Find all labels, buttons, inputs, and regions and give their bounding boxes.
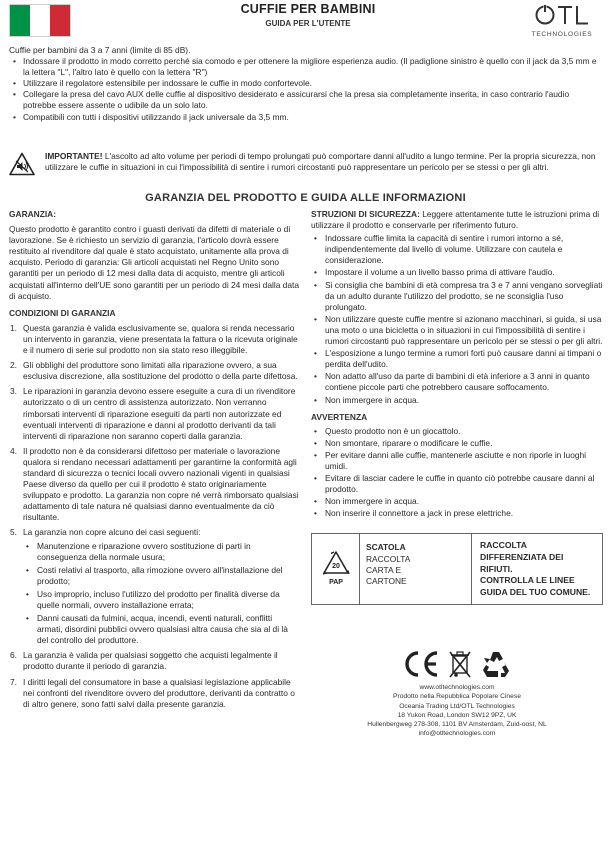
condition-number: 2. [10, 360, 17, 371]
safety-list [311, 233, 603, 405]
safety-item: • Non immergere in acqua. [311, 395, 603, 406]
collect-line: CONTROLLA LE LINEE [480, 575, 575, 586]
page-title: CUFFIE PER BAMBINI [240, 2, 376, 16]
compliance-marks [311, 649, 603, 679]
header [150, 3, 466, 29]
safety-item: • Indossare cuffie limita la capacità di sentire i rumori intorno a sé, indipendentemente dal livello di volume. Utilizzare con cautela e considerazione. [311, 233, 603, 266]
condition-text: Il prodotto non è da considerarsi difettoso per materiale o lavorazione qualora si rendano necessari adattamenti per garantirne la conformità agli standard di sicurezza o tecnici locali ovvero nazionali vigenti in qualsiasi Paese diverso da quello per cui il prodotto è stato originariamente sviluppato e prodotto. La garanzia non copre né verrà rimborsato qualsiasi adattamento di tale natura né qualsiasi danno eventualmente da ciò risultante. [23, 445, 299, 523]
collect-line: RACCOLTA [480, 540, 527, 551]
box-recycling-info [360, 534, 472, 604]
condition-item [9, 446, 299, 524]
caution-item: • Non smontare, riparare o modificare le cuffie. [311, 438, 603, 449]
caution-item: • Per evitare danni alle cuffie, mantenerle asciutte e non riporle in luoghi umidi. [311, 450, 603, 472]
exclusion-item: • Manutenzione e riparazione ovvero sostituzione di parti in conseguenza della normale usura; [23, 541, 299, 563]
collect-line: GUIDA DEL TUO COMUNE. [480, 586, 591, 597]
recycling-box [311, 533, 603, 605]
ce-mark-icon [402, 649, 440, 679]
conditions-list [9, 323, 299, 710]
warranty-text: Questo prodotto è garantito contro i guasti derivati da difetti di materiale o di lavorazione. Se è richiesto un servizio di garanzia, l'articolo dovrà essere restituito al rivenditore dal quale è stato acquistato, unitamente alla prova di acquisto. Periodo di garanzia: Gli articoli acquistati nel Regno Unito sono garantiti per un periodo di 12 mesi dalla data di acquisto, mentre gli articoli acquistati all'interno dell'UE sono garantiti per un periodo di 24 mesi dalla data di acquisto. [9, 224, 299, 301]
box-line: CARTA E [366, 564, 402, 575]
warranty-column [9, 209, 299, 714]
box-line: RACCOLTA [366, 553, 411, 564]
flag-white-stripe [30, 5, 50, 36]
caution-list [311, 426, 603, 520]
condition-number: 7. [10, 676, 17, 687]
exclusion-item: • Danni causati da fulmini, acqua, incendi, eventi naturali, conflitti armati, disordini pubblici ovvero qualsiasi altra causa che sia al di là del controllo del produttore. [23, 613, 299, 646]
intro-item: • Collegare la presa del cavo AUX delle cuffie al dispositivo desiderato e assicurarsi che la presa sia completamente inserita, in caso contrario l'audio potrebbe essere assente o udibile da un solo lato. [9, 89, 603, 111]
condition-number: 5. [10, 527, 17, 538]
pap-recycling-icon [312, 534, 360, 604]
intro-section [9, 45, 603, 123]
caution-item: • Questo prodotto non è un giocattolo. [311, 426, 603, 437]
weee-bin-icon [448, 649, 472, 679]
safety-intro-block [311, 209, 603, 231]
intro-list [9, 56, 603, 123]
company-info [311, 683, 603, 737]
important-warning [9, 151, 603, 179]
italian-flag [9, 4, 71, 37]
intro-item: • Compatibili con tutti i dispositivi utilizzando il jack universale da 3,5 mm. [9, 112, 603, 123]
intro-item: • Indossare il prodotto in modo corretto perché sia comodo e per ottenere la migliore esperienza audio. (Il padiglione sinistro è quello con il jack da 3,5 mm e la lettera "L", l'altro lato è quello con la lettera "R") [9, 56, 603, 78]
condition-item [9, 527, 299, 646]
warning-text: L'ascolto ad alto volume per periodi di tempo prolungati può comportare danni all'udito a lungo termine. Per la propria sicurezza, non utilizzare le cuffie in situazioni in cui l'impossibilità di sentire i rumori circostanti può rappresentare un pericolo per se stessi o per gli altri. [45, 151, 596, 173]
condition-item [9, 677, 299, 710]
address-uk: 18 Yukon Road, London SW12 9PZ, UK [397, 711, 517, 719]
recycle-material: PAP [328, 579, 343, 587]
safety-item: • Non utilizzare queste cuffie mentre si azionano macchinari, si guida, si usa una moto o una bicicletta o in situazioni in cui l'impossibilità di sentire i rumori circostanti può rappresentare un pericolo per se stessi o per gli altri. [311, 314, 603, 347]
logo-subtitle: TECHNOLOGIES [531, 31, 593, 38]
condition-text: La garanzia non copre alcuno dei casi seguenti: [23, 527, 201, 538]
condition-text: Questa garanzia è valida esclusivamente se, qualora si renda necessario un intervento in garanzia, viene presentata la fattura o la ricevuta originale e il numero di serie sul prodotto non sia stato reso illeggibile. [23, 322, 298, 356]
flag-green-stripe [10, 5, 30, 36]
otl-logo [527, 4, 597, 40]
otl-logo-icon [534, 4, 590, 26]
section-title: GARANZIA DEL PRODOTTO E GUIDA ALLE INFORMAZIONI [145, 192, 466, 204]
collect-line: DIFFERENZIATA DEI [480, 552, 564, 563]
condition-text: I diritti legali del consumatore in base a qualsiasi legislazione applicabile nei confronti del rivenditore ovvero del produttore, derivanti da contratto o di altro genere, sono fatti salvi dalla presente garanzia. [23, 676, 295, 709]
safety-item: • Si consiglia che bambini di età compresa tra 3 e 7 anni vengano sorvegliati da un adulto durante l'utilizzo del prodotto, se ne sconsiglia l'uso prolungato. [311, 280, 603, 313]
caution-item: • Non immergere in acqua. [311, 496, 603, 507]
recycle-code: 20 [331, 563, 340, 571]
collection-info [472, 534, 602, 604]
flag-red-stripe [50, 5, 70, 36]
address-nl: Hullenbergweg 278-308, 1101 BV Amsterdam, Zuid-oost, NL [367, 720, 547, 728]
safety-heading: STRUZIONI DI SICUREZZA: [311, 209, 420, 219]
recycle-icon [480, 649, 512, 679]
exclusion-item: • Costi relativi al trasporto, alla rimozione ovvero all'installazione del prodotto; [23, 565, 299, 587]
page-subtitle: GUIDA PER L'UTENTE [265, 18, 351, 28]
collect-line: RIFIUTI. [480, 563, 513, 574]
condition-item [9, 386, 299, 441]
intro-item: • Utilizzare il regolatore estensibile per indossare le cuffie in modo confortevole. [9, 78, 603, 89]
condition-number: 6. [10, 650, 17, 661]
safety-item: • Impostare il volume a un livello basso prima di attivare l'audio. [311, 267, 603, 278]
logo-mark [527, 4, 597, 30]
condition-item [9, 360, 299, 382]
intro-lead: Cuffie per bambini da 3 a 7 anni (limite di 85 dB). [9, 45, 191, 55]
condition-item [9, 650, 299, 672]
condition-number: 1. [10, 322, 17, 333]
warranty-heading: GARANZIA: [9, 209, 56, 219]
no-loud-volume-icon [9, 151, 39, 179]
email-link[interactable]: info@otltechnologies.com [418, 729, 496, 737]
condition-text: La garanzia è valida per qualsiasi soggetto che acquisti legalmente il prodotto durante il periodo di garanzia. [23, 650, 278, 672]
origin-line: Prodotto nella Repubblica Popolare Cinese [393, 693, 521, 701]
safety-column [311, 209, 603, 738]
caution-heading: AVVERTENZA [311, 411, 368, 422]
safety-item: • Non adatto all'uso da parte di bambini di età inferiore a 3 anni in quanto contiene piccole parti che potrebbero causare soffocamento. [311, 371, 603, 393]
company-line: Oceania Trading Ltd/OTL Technologies [399, 702, 515, 710]
box-line: CARTONE [366, 575, 407, 586]
condition-text: Gli obblighi del produttore sono limitati alla riparazione ovvero, a sua esclusiva discrezione, alla sostituzione del prodotto o della parte difettosa. [23, 360, 298, 382]
condition-text: Le riparazioni in garanzia devono essere eseguite a cura di un rivenditore autorizzato o di un centro di assistenza autorizzato. Non verranno rimborsati interventi di riparazione eseguiti da parti non autorizzate ed eventuali interventi di riparazione e danni al prodotto derivanti da tali interventi di riparazione non saranno coperti dalla garanzia. [23, 386, 296, 441]
exclusions-list [23, 541, 299, 647]
caution-item: • Evitare di lasciar cadere le cuffie in quanto ciò potrebbe causare danni al prodotto. [311, 473, 603, 495]
condition-item [9, 323, 299, 356]
box-title: SCATOLA [366, 542, 406, 553]
condition-number: 3. [10, 386, 17, 397]
warning-label: IMPORTANTE! [45, 151, 103, 161]
safety-item: • L'esposizione a lungo termine a rumori forti può causare danni ai timpani o perdita dell'udito. [311, 348, 603, 370]
caution-item: • Non inserire il connettore a jack in prese elettriche. [311, 508, 603, 519]
safety-intro: Leggere attentamente tutte le istruzioni prima di utilizzare il prodotto e conservarle per riferimento futuro. [311, 209, 600, 231]
website-link[interactable]: www.otltechnologies.com [419, 684, 495, 692]
condition-number: 4. [10, 445, 17, 456]
conditions-heading: CONDIZIONI DI GARANZIA [9, 307, 116, 318]
exclusion-item: • Uso improprio, incluso l'utilizzo del prodotto per finalità diverse da quelle normali, ovvero installazione errata; [23, 589, 299, 611]
